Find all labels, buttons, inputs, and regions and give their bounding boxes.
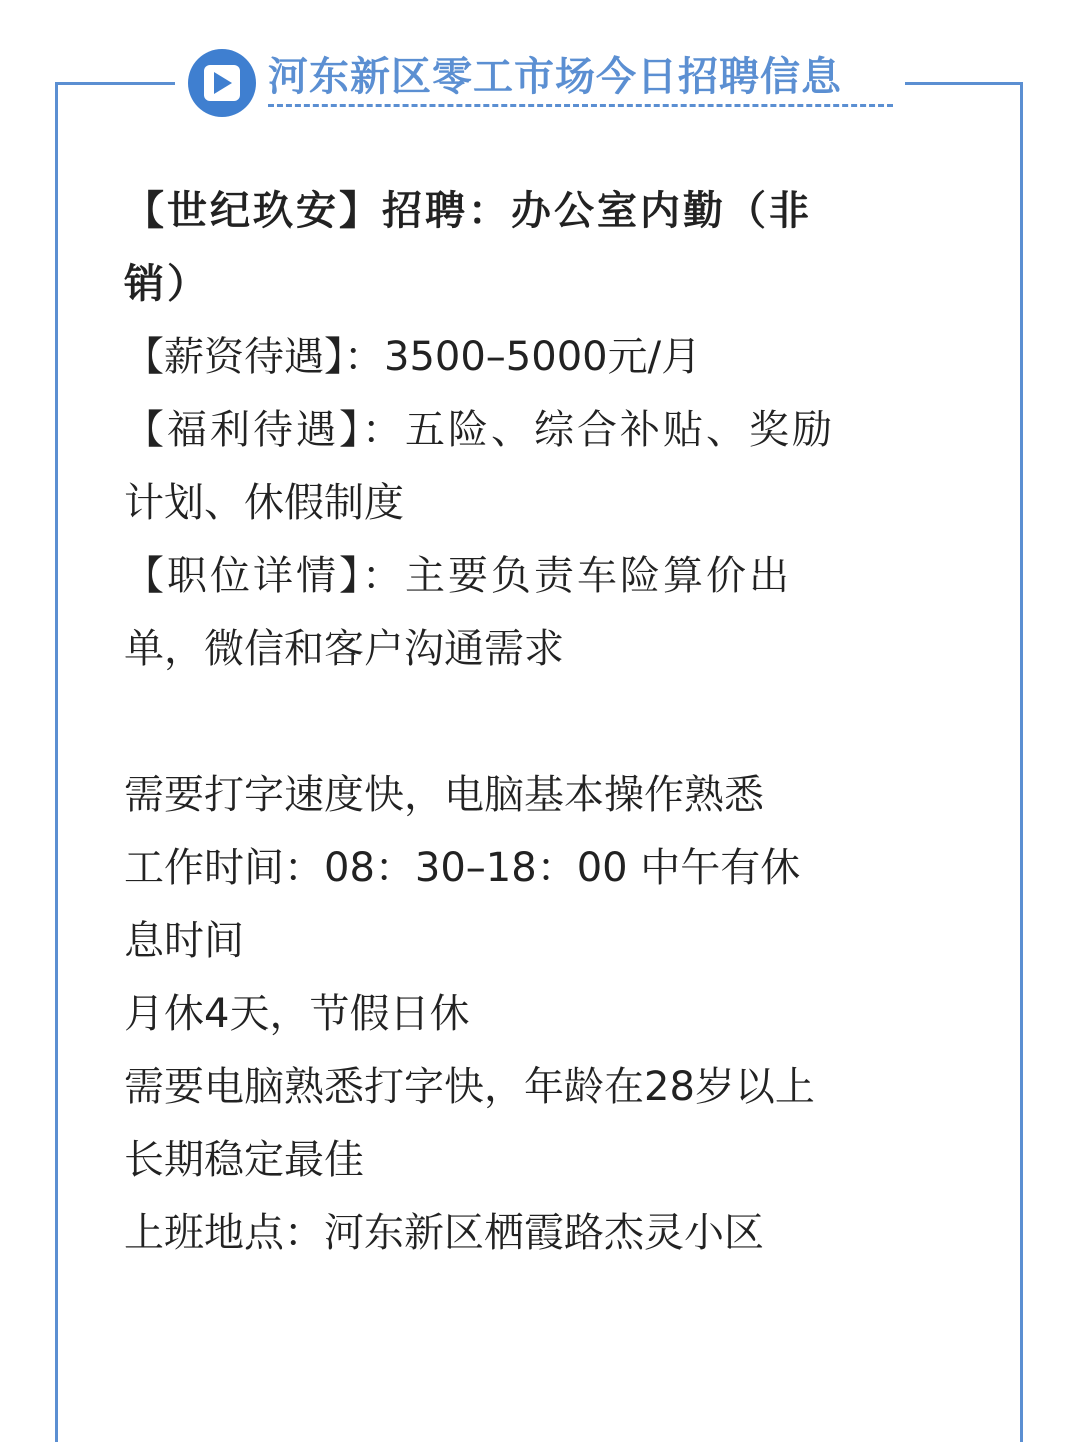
requirement-stability-line: 长期稳定最佳 — [124, 1137, 364, 1183]
benefits-line: 【福利待遇】：五险、综合补贴、奖励 — [124, 407, 835, 453]
blank-line — [124, 686, 964, 759]
work-hours-line: 工作时间：08：30–18：00 中午有休 — [124, 845, 801, 891]
salary-line: 【薪资待遇】：3500–5000元/月 — [124, 334, 702, 380]
posting-headline: 【世纪玖安】招聘：办公室内勤（非 — [124, 188, 812, 234]
frame-top-left-line — [55, 82, 175, 85]
title-underline — [268, 104, 893, 107]
page-title: 河东新区零工市场今日招聘信息 — [268, 54, 842, 100]
work-hours-line-cont: 息时间 — [124, 918, 244, 964]
work-location-line: 上班地点：河东新区栖霞路杰灵小区 — [124, 1210, 764, 1256]
job-posting — [124, 175, 964, 1270]
days-off-line: 月休4天，节假日休 — [124, 991, 470, 1037]
job-details-line: 【职位详情】：主要负责车险算价出 — [124, 553, 792, 599]
posting-headline-cont: 销） — [124, 261, 210, 307]
requirement-age-line: 需要电脑熟悉打字快，年龄在28岁以上 — [124, 1064, 815, 1110]
requirement-typing-line: 需要打字速度快，电脑基本操作熟悉 — [124, 772, 764, 818]
frame-top-right-line — [905, 82, 1023, 85]
job-details-line-cont: 单，微信和客户沟通需求 — [124, 626, 564, 672]
play-icon — [187, 48, 257, 118]
benefits-line-cont: 计划、休假制度 — [124, 480, 404, 526]
